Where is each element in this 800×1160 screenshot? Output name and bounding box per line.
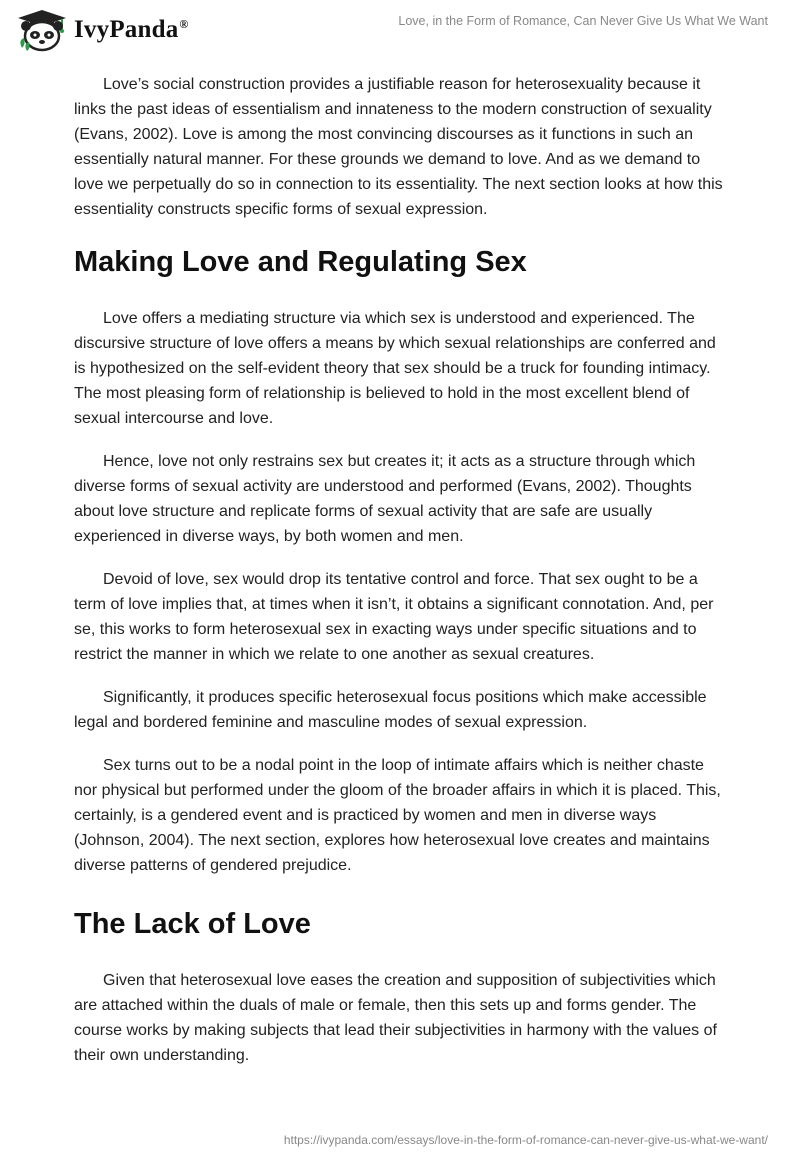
paragraph: Hence, love not only restrains sex but creates it; it acts as a structure through which diverse forms of sexual activity are understood and performed (Evans, 2002). Thoughts about love structure and replicate forms of sexual activity that are safe are usually experienced in diverse ways, by both women and men. — [74, 453, 696, 545]
paragraph: Sex turns out to be a nodal point in the loop of intimate affairs which is neither chaste nor physical but performed under the gloom of the broader affairs in which it is placed. This, certainly, is a gendered event and is practiced by women and men in diverse ways (Johnson, 2004). The next section, explores how heterosexual love creates and maintains diverse patterns of gendered prejudice. — [74, 757, 721, 874]
paragraph: Love offers a mediating structure via which sex is understood and experienced. The discursive structure of love offers a means by which sexual relationships are conferred and is hypothesized on the self-evident theory that sex should be a truck for founding intimacy. The most pleasing form of relationship is believed to hold in the most excellent blend of sexual intercourse and love. — [74, 310, 716, 427]
registered-mark: ® — [179, 16, 189, 31]
section-heading: The Lack of Love — [74, 908, 311, 940]
panda-graduate-icon — [14, 8, 70, 52]
brand-name: IvyPanda® — [74, 16, 189, 43]
page-header — [0, 0, 800, 60]
section-heading: Making Love and Regulating Sex — [74, 246, 527, 278]
paragraph: Devoid of love, sex would drop its tentative control and force. That sex ought to be a term of love implies that, at times when it isn’t, it obtains a significant connotation. And, per se, this works to form heterosexual sex in exacting ways under specific situations and to restrict the manner in which we relate to one another as sexual creatures. — [74, 571, 714, 663]
paragraph: Given that heterosexual love eases the creation and supposition of subjectivities which are attached within the duals of male or female, then this sets up and forms gender. The course works by making subjects that lead their subjectivities in harmony with the values of their own understanding. — [74, 972, 717, 1064]
ivypanda-logo[interactable] — [14, 8, 189, 52]
paragraph: Significantly, it produces specific heterosexual focus positions which make accessible legal and bordered feminine and masculine modes of sexual expression. — [74, 689, 707, 731]
source-url[interactable]: https://ivypanda.com/essays/love-in-the-form-of-romance-can-never-give-us-what-we-want/ — [283, 1133, 768, 1147]
essay-content — [74, 72, 728, 1086]
document-title: Love, in the Form of Romance, Can Never Give Us What We Want — [398, 14, 768, 28]
paragraph: Love’s social construction provides a justifiable reason for heterosexuality because it links the past ideas of essentialism and innateness to the modern construction of sexuality (Evans, 2002). Love is among the most convincing discourses as it functions in such an essentially natural manner. For these grounds we demand to love. And as we demand to love we perpetually do so in connection to its essentiality. The next section looks at how this essentiality constructs specific forms of sexual expression. — [74, 76, 723, 218]
